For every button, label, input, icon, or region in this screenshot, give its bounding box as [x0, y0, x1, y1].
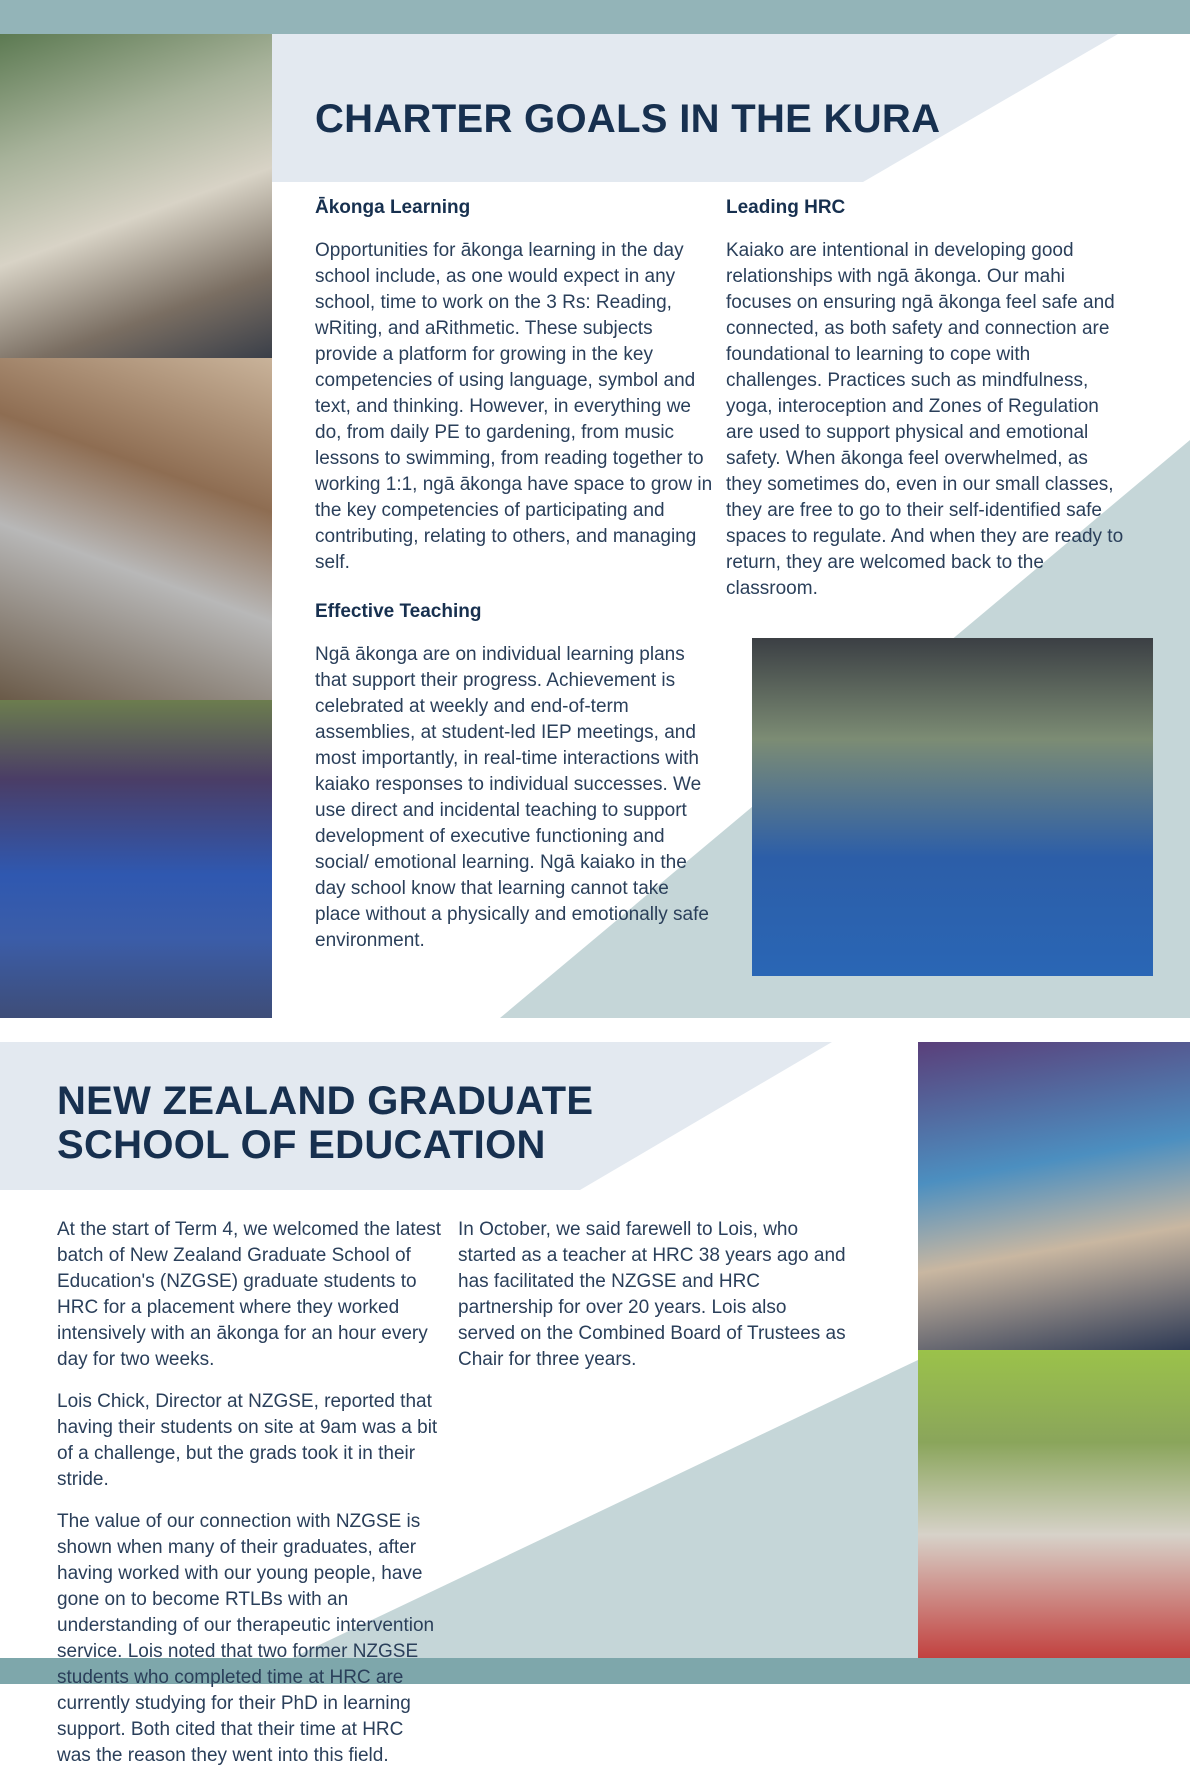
- nzgse-right-column: [458, 1217, 848, 1389]
- nzgse-title-line2: SCHOOL OF EDUCATION: [57, 1123, 546, 1167]
- leading-heading: Leading HRC: [726, 197, 846, 218]
- nzgse-paragraph-1: At the start of Term 4, we welcomed the latest batch of New Zealand Graduate School of Education's (NZGSE) graduate students to HRC for a placement where they worked intensively with an ākonga for an hour every day for two weeks.: [57, 1219, 442, 1370]
- nzgse-title-line1: NEW ZEALAND GRADUATE: [57, 1079, 594, 1123]
- photo-student-reading: [0, 700, 272, 1018]
- photo-classroom-group: [752, 638, 1153, 976]
- nzgse-title: [57, 1079, 617, 1167]
- photo-student-writing: [918, 1350, 1190, 1658]
- nzgse-paragraph-4: In October, we said farewell to Lois, who started as a teacher at HRC 38 years ago and has facilitated the NZGSE and HRC partnership for over 20 years. Lois also served on the Combined Board of Trustees as Chair for three years.: [458, 1219, 846, 1370]
- charter-title: CHARTER GOALS IN THE KURA: [315, 97, 941, 141]
- akonga-learning-column: [315, 196, 715, 970]
- nzgse-paragraph-2: Lois Chick, Director at NZGSE, reported that having their students on site at 9am was a bit of a challenge, but the grads took it in their stride.: [57, 1391, 438, 1490]
- leading-hrc-column: [726, 196, 1126, 618]
- akonga-body: Opportunities for ākonga learning in the day school include, as one would expect in any school, time to work on the 3 Rs: Reading, wRiting, and aRithmetic. These subjects provide a platform for growing in the key competencies of using language, symbol and text, and thinking. However, in everything we do, from daily PE to gardening, from music lessons to swimming, from reading together to working 1:1, ngā ākonga have space to grow in the key competencies of participating and contributing, relating to others, and managing self.: [315, 240, 713, 573]
- photo-tutor-student: [918, 1042, 1190, 1350]
- nzgse-left-column: [57, 1217, 442, 1785]
- akonga-heading: Ākonga Learning: [315, 197, 471, 218]
- top-band: [0, 0, 1190, 34]
- photo-student-model: [0, 34, 272, 358]
- nzgse-paragraph-3: The value of our connection with NZGSE is shown when many of their graduates, after having worked with our young people, have gone on to become RTLBs with an understanding of our therapeutic intervention service. Lois noted that two former NZGSE students who completed time at HRC are currently studying for their PhD in learning support. Both cited that their time at HRC was the reason they went into this field.: [57, 1511, 435, 1766]
- leading-body: Kaiako are intentional in developing good relationships with ngā ākonga. Our mahi focuses on ensuring ngā ākonga feel safe and connected, as both safety and connection are foundational to learning to cope with challenges. Practices such as mindfulness, yoga, interoception and Zones of Regulation are used to support physical and emotional safety. When ākonga feel overwhelmed, as they sometimes do, even in our small classes, they are free to go to their self-identified safe spaces to regulate. And when they are ready to return, they are welcomed back to the classroom.: [726, 240, 1124, 599]
- teaching-heading: Effective Teaching: [315, 601, 482, 622]
- teaching-body: Ngā ākonga are on individual learning plans that support their progress. Achievement is celebrated at weekly and end-of-term assemblies, at student-led IEP meetings, and most importantly, in real-time interactions with kaiako responses to individual successes. We use direct and incidental teaching to support development of executive functioning and social/ emotional learning. Ngā kaiako in the day school know that learning cannot take place without a physically and emotionally safe environment.: [315, 644, 709, 951]
- photo-student-bandsaw: [0, 358, 272, 700]
